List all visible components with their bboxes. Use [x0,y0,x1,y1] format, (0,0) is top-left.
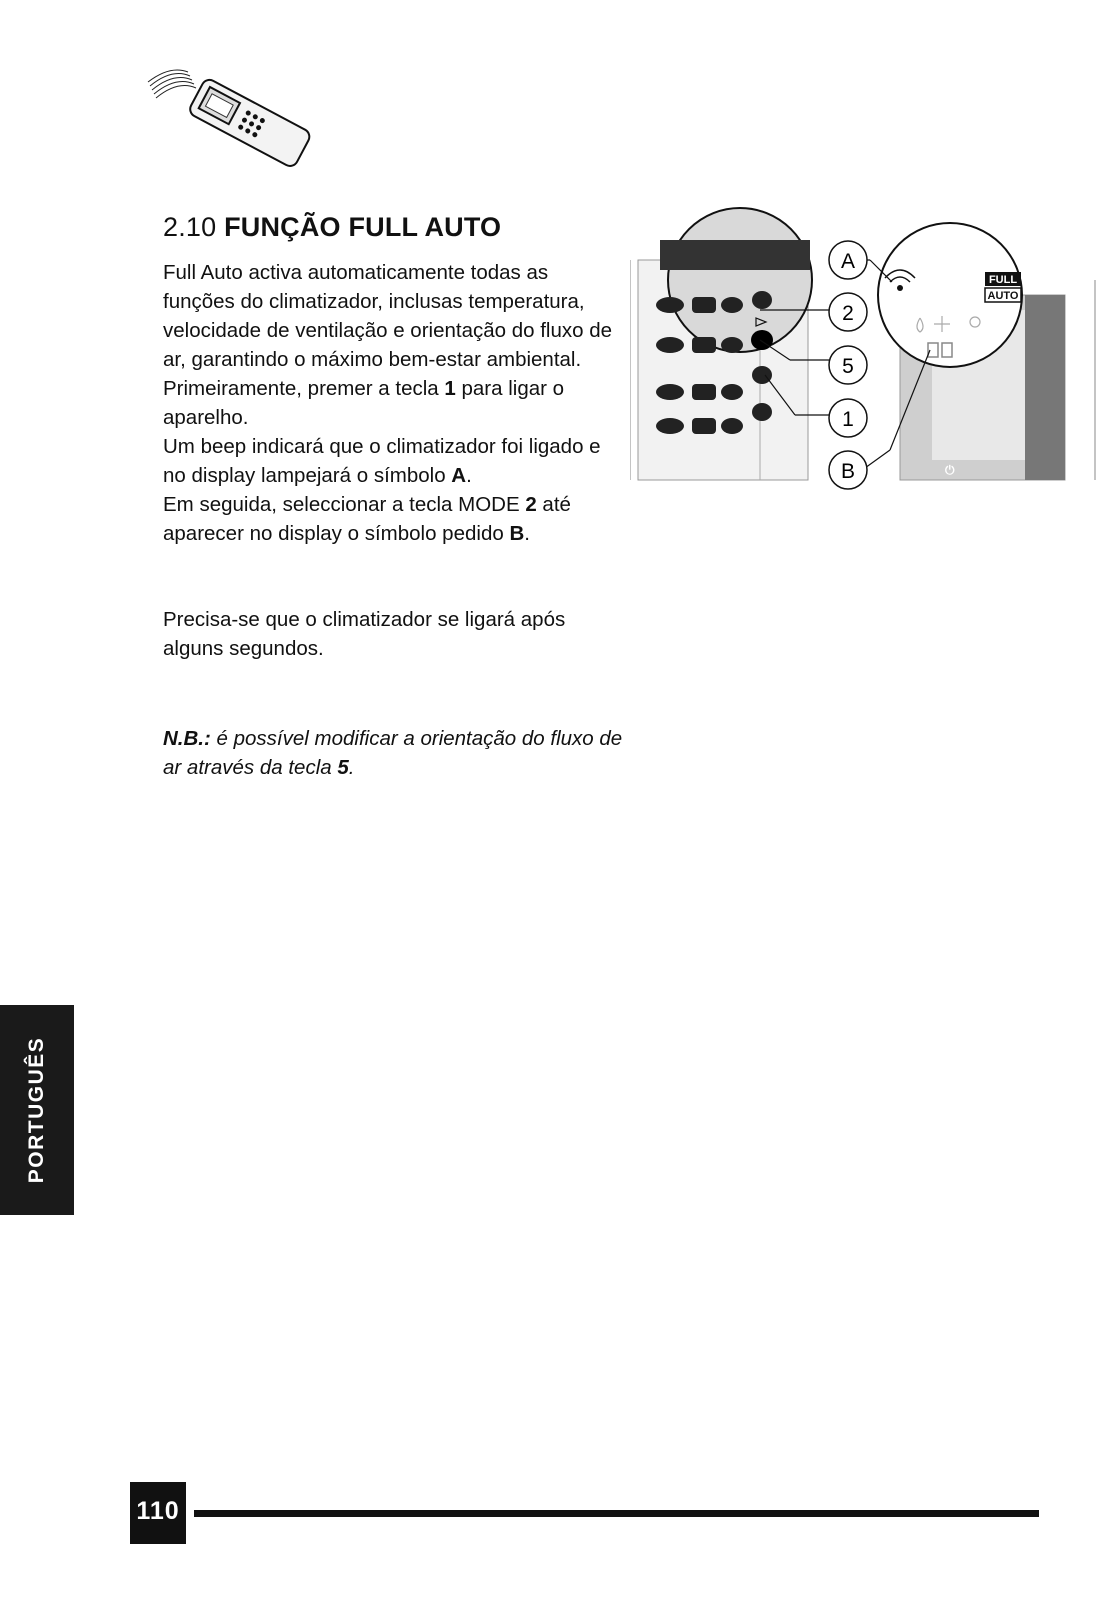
callout-b [829,451,867,489]
svg-text:⏻: ⏻ [945,463,955,477]
svg-text:B: B [840,460,856,483]
section-title [163,212,501,243]
display-full-label: FULL [988,274,1018,286]
callout-a [829,241,867,279]
symbol-b-ref: B [509,522,525,545]
callout-2 [829,293,867,331]
startup-note: Precisa-se que o climatizador se ligará após alguns segundos. [163,608,566,660]
instructions-body [163,258,623,548]
key-1-ref: 1 [444,377,456,400]
page-number-box [130,1482,186,1544]
svg-text:1: 1 [842,408,854,431]
nb-note: N.B.: é possível modificar a orientação do fluxo de ar através da tecla 5. [163,727,623,779]
step-beep: Um beep indicará que o climatizador foi ligado e no display lampejará o símbolo A. [163,435,601,487]
svg-text:2: 2 [842,302,854,325]
step-power-on: Primeiramente, premer a tecla 1 para ligar o aparelho. [163,377,565,429]
footer-rule [194,1510,1039,1517]
section-number: 2.10 [163,212,217,242]
nb-label: N.B.: [163,727,211,750]
svg-text:A: A [840,250,856,273]
remote-zoom-circle [668,208,812,352]
key-2-ref: 2 [525,493,537,516]
remote-control-icon [140,60,320,170]
key-5-ref: 5 [337,756,349,779]
callout-5 [829,346,867,384]
page-number: 110 [136,1497,180,1525]
remote-top-keys [660,240,810,270]
symbol-a-ref: A [451,464,467,487]
display-auto-label: AUTO [987,290,1019,302]
intro-paragraph: Full Auto activa automaticamente todas as funções do climatizador, inclusas temperatura, velocidade de ventilação e orientação do fluxo de ar, garantindo o máximo bem-estar ambiental. [163,261,613,371]
svg-text:5: 5 [842,355,854,378]
remote-display-diagram [630,200,1100,500]
step-mode: Em seguida, seleccionar a tecla MODE 2 até aparecer no display o símbolo pedido B. [163,493,571,545]
section-heading: FUNÇÃO FULL AUTO [224,212,502,242]
callout-1 [829,399,867,437]
language-label: PORTUGUÊS [25,1036,48,1184]
language-tab [0,1005,74,1215]
